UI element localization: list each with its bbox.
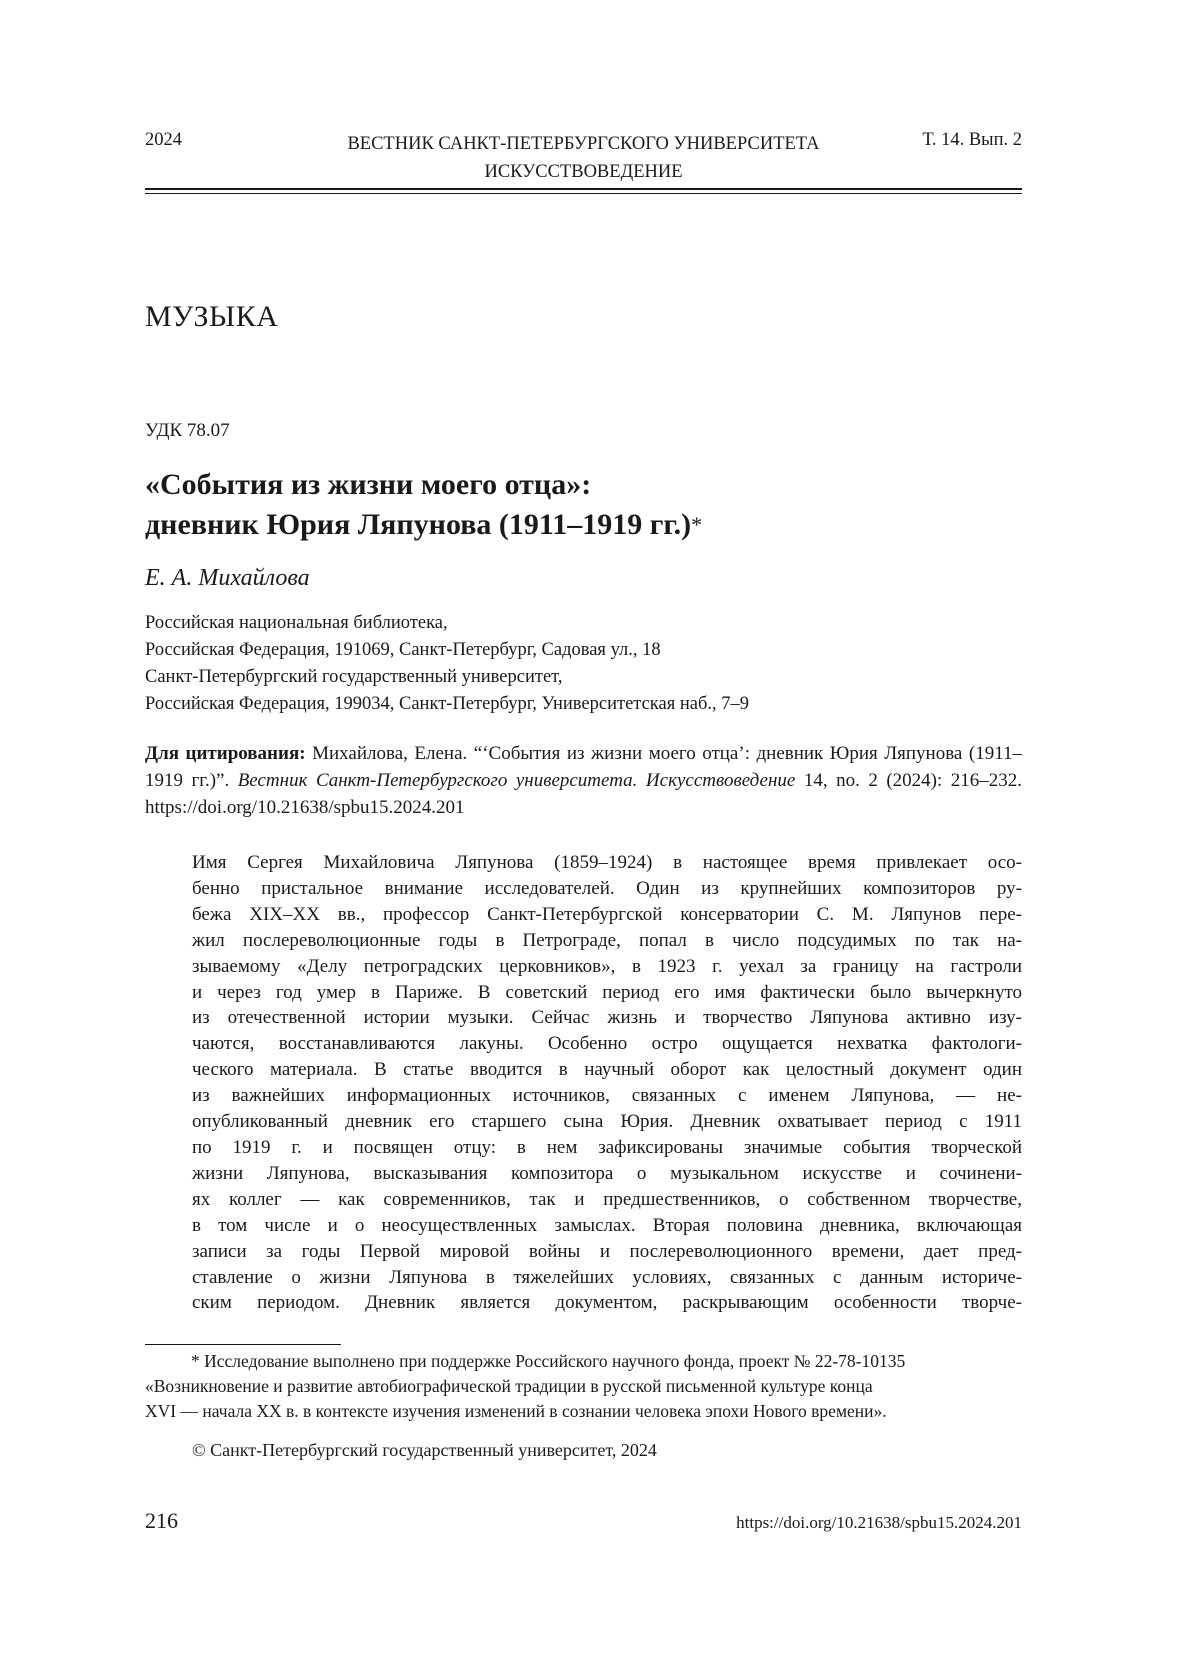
page-number: 216	[145, 1508, 178, 1533]
abstract-line: ях коллег — как современников, так и предшественников, о собственном творчестве,	[192, 1188, 1022, 1210]
abstract-line: бежа XIX–XX вв., профессор Санкт-Петербургской консерватории С. М. Ляпунов пере-	[192, 903, 1022, 925]
abstract-line: зываемому «Делу петроградских церковников», в 1923 г. уехал за границу на гастроли	[192, 955, 1022, 977]
abstract-line: бенно пристальное внимание исследователей. Один из крупнейших композиторов ру-	[192, 877, 1022, 899]
title-footnote-mark: *	[691, 512, 703, 537]
abstract-line: записи за годы Первой мировой войны и послереволюционного времени, дает пред-	[192, 1240, 1022, 1262]
footnote-rule	[145, 1344, 341, 1345]
title-line2: дневник Юрия Ляпунова (1911–1919 гг.)*	[145, 508, 703, 541]
abstract-line: в том числе и о неосуществленных замыслах. Вторая половина дневника, включающая	[192, 1214, 1022, 1236]
affiliation-line: Российская Федерация, 199034, Санкт-Петербург, Университетская наб., 7–9	[145, 694, 750, 714]
title-line1: «События из жизни моего отца»:	[145, 468, 592, 501]
footnote	[145, 1349, 1022, 1424]
abstract-line: жизни Ляпунова, высказывания композитора о музыкальном искусстве и сочинени-	[192, 1162, 1022, 1184]
header-journal	[145, 130, 1022, 186]
header-rule-thick	[145, 188, 1022, 190]
citation-block	[145, 740, 1022, 821]
citation-text-a: Михайлова, Елена. “‘События из жизни моего отца’: дневник Юрия Ляпунова (1911–1919 гг.)”.	[145, 743, 1022, 791]
header-year: 2024	[145, 130, 182, 150]
abstract-line: ческого материала. В статье вводится в научный оборот как целостный документ один	[192, 1059, 1022, 1081]
abstract-line: из отечественной истории музыки. Сейчас жизнь и творчество Ляпунова активно изу-	[192, 1007, 1022, 1029]
abstract-line: Имя Сергея Михайловича Ляпунова (1859–1924) в настоящее время привлекает осо-	[192, 852, 1022, 873]
abstract-line: опубликованный дневник его старшего сына Юрия. Дневник охватывает период с 1911	[192, 1111, 1022, 1133]
footnote-line: * Исследование выполнено при поддержке Российского научного фонда, проект № 22-78-10135	[191, 1351, 906, 1371]
abstract-line: и через год умер в Париже. В советский период его имя фактически было вычеркнуто	[192, 981, 1022, 1003]
abstract-line: ставление о жизни Ляпунова в тяжелейших условиях, связанных с данным историче-	[192, 1266, 1022, 1288]
abstract-line: жил послереволюционные годы в Петрограде, попал в число подсудимых по так на-	[192, 929, 1022, 951]
affiliations	[145, 610, 1022, 718]
footnote-line: XVI — начала XX в. в контексте изучения изменений в сознании человека эпохи Нового времени».	[145, 1401, 887, 1421]
citation-text-b: 14, no. 2 (2024): 216–232. https://doi.org/10.21638/spbu15.2024.201	[145, 770, 1023, 818]
citation-label: Для цитирования:	[145, 743, 306, 764]
header-volume: Т. 14. Вып. 2	[922, 130, 1022, 150]
footer-doi-link[interactable]: https://doi.org/10.21638/spbu15.2024.201	[736, 1513, 1022, 1532]
abstract-line: из важнейших информационных источников, связанных с именем Ляпунова, — не-	[192, 1085, 1022, 1107]
header-rule-thin	[145, 193, 1022, 194]
abstract-line: чаются, восстанавливаются лакуны. Особенно остро ощущается нехватка фактологи-	[192, 1033, 1022, 1055]
abstract	[192, 850, 1022, 1316]
affiliation-line: Санкт-Петербургский государственный университет,	[145, 667, 563, 687]
header-journal-line1: ВЕСТНИК САНКТ-ПЕТЕРБУРГСКОГО УНИВЕРСИТЕТА	[347, 134, 820, 154]
footnote-line: «Возникновение и развитие автобиографической традиции в русской письменной культуре конца	[145, 1376, 873, 1396]
section-heading: МУЗЫКА	[145, 300, 279, 333]
abstract-line: ским периодом. Дневник является документом, раскрывающим особенности творче-	[192, 1292, 1022, 1314]
abstract-line: по 1919 г. и посвящен отцу: в нем зафиксированы значимые события творческой	[192, 1136, 1022, 1158]
author-name: Е. А. Михайлова	[145, 565, 310, 591]
udk-code: УДК 78.07	[145, 420, 230, 441]
copyright-notice: © Санкт-Петербургский государственный университет, 2024	[192, 1440, 657, 1460]
citation-journal: Вестник Санкт-Петербургского университета. Искусствоведение	[237, 770, 796, 791]
header-journal-line2: ИСКУССТВОВЕДЕНИЕ	[484, 162, 683, 182]
affiliation-line: Российская национальная библиотека,	[145, 613, 448, 633]
affiliation-line: Российская Федерация, 191069, Санкт-Петербург, Садовая ул., 18	[145, 640, 661, 660]
article-title	[145, 465, 1022, 545]
